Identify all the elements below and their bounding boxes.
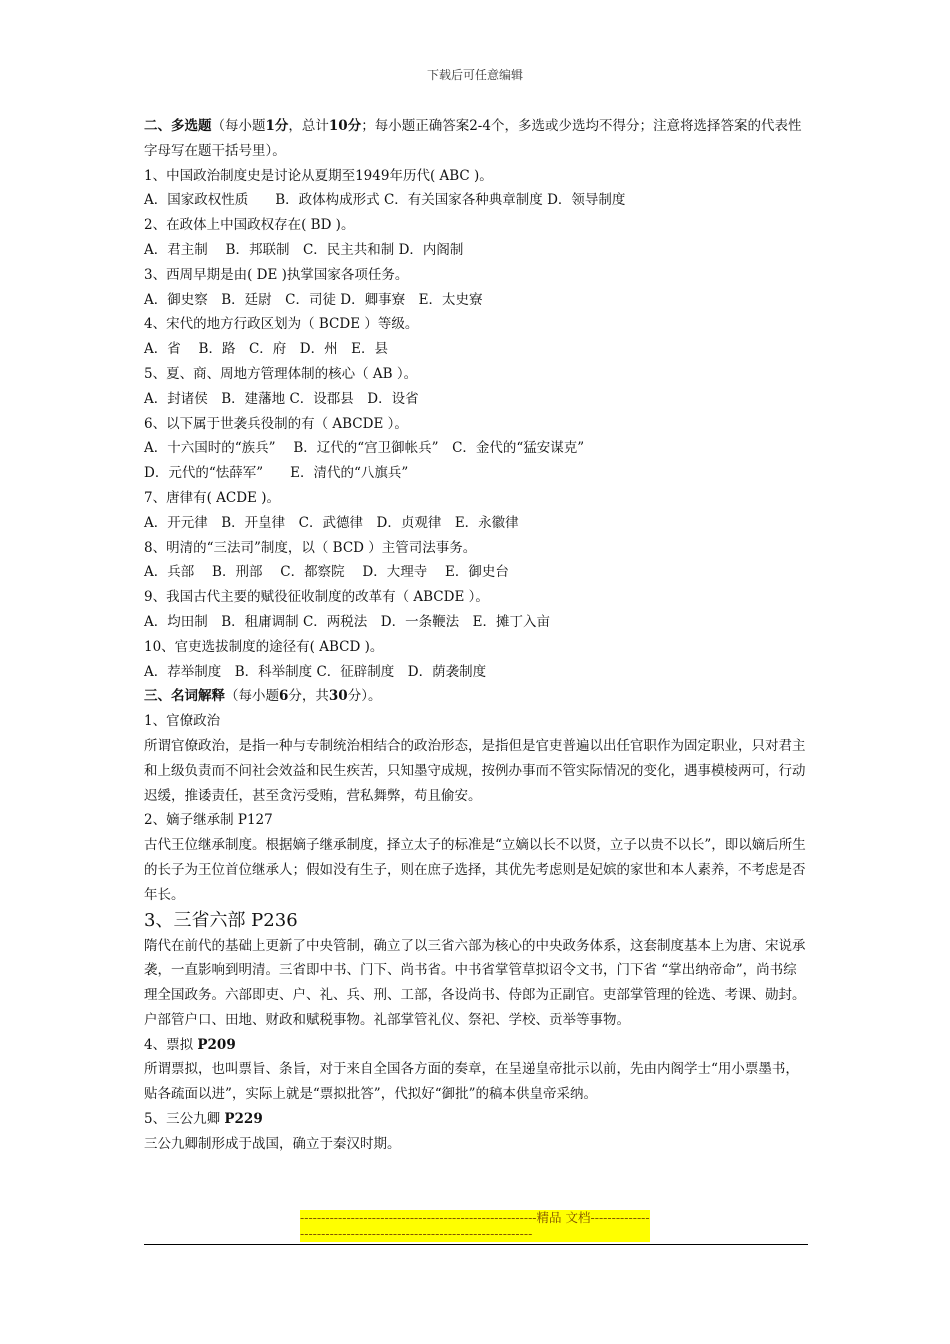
question-6-options: D．元代的“怯薛军” E．清代的“八旗兵” (144, 465, 409, 482)
question-1-options: A．国家政权性质 B．政体构成形式 C．有关国家各种典章制度 D．领导制度 (144, 192, 626, 209)
question-1: 1、中国政治制度史是讨论从夏期至1949年历代( ABC )。 (144, 167, 493, 184)
term-4-title: 4、票拟 (144, 1036, 194, 1053)
question-7-options: A．开元律 B．开皇律 C．武德律 D．贞观律 E．永徽律 (144, 514, 519, 531)
section-3-note-bold: 30 (328, 688, 348, 705)
question-9-options: A．均田制 B．租庸调制 C．两税法 D．一条鞭法 E．摊丁入亩 (144, 613, 550, 630)
term-5-title: 5、三公九卿 (144, 1111, 221, 1128)
term-3-heading: 3、三省六部 P236 (144, 909, 298, 931)
term-5-page-ref: P229 (224, 1111, 263, 1128)
page-header: 下载后可任意编辑 (426, 68, 523, 82)
term-4-body: 所谓票拟，也叫票旨、条旨，对于来自全国各方面的奏章，在呈递皇帝批示以前，先由内阁学士“用小票墨书，贴各疏面以进”，实际上就是“票拟批答”，代拟好“御批”的稿本供皇帝采纳。 (144, 1061, 799, 1103)
question-8: 8、明清的“三法司”制度，以（ BCD ）主管司法事务。 (144, 539, 477, 556)
term-4-page-ref: P209 (197, 1036, 236, 1053)
section-3-note: 分）。 (347, 688, 382, 705)
question-3: 3、西周早期是由( DE )执掌国家各项任务。 (144, 266, 409, 283)
section-3-heading (144, 684, 808, 709)
section-2-heading (144, 114, 808, 164)
section-3-note-bold: 6 (279, 688, 289, 705)
section-2-note: （每小题 (211, 118, 266, 134)
section-2-title: 二、多选题 (144, 118, 212, 134)
question-5-options: A．封诸侯 B．建藩地 C．设郡县 D．设省 (144, 390, 419, 407)
section-3-note: 分，共 (288, 688, 329, 705)
question-9: 9、我国古代主要的赋役征收制度的改革有（ ABCDE ）。 (144, 589, 489, 606)
section-3-note: （每小题 (225, 688, 279, 705)
section-2-note: ；每小题正确答案2-4个，多选或少选均不得分；注意将选择答案的代表性字母写在题干括号里）。 (144, 118, 802, 159)
document-body (144, 114, 808, 1157)
section-3-title: 三、名词解释 (144, 688, 225, 705)
question-6: 6、以下属于世袭兵役制的有（ ABCDE ）。 (144, 415, 408, 432)
term-3-body: 隋代在前代的基础上更新了中央管制，确立了以三省六部为核心的中央政务体系，这套制度基本上为唐、宋说承袭，一直影响到明清。三省即中书、门下、尚书省。中书省掌管草拟诏令文书，门下省 “掌出纳帝命”，尚书综理全国政务。六部即吏、户、礼、兵、刑、工部，各设尚书、侍郎为正副官。吏部掌管理的铨选、考课、勋封。户部管户口、田地、财政和赋税事物。礼部掌管礼仪、祭祀、学校、贡举等事物。 (144, 937, 806, 1028)
question-6-options: A．十六国时的“族兵” B．辽代的“宫卫御帐兵” C．金代的“猛安谋克” (144, 440, 585, 457)
question-7: 7、唐律有( ACDE )。 (144, 489, 280, 506)
footer (0, 1210, 950, 1242)
question-10-options: A．荐举制度 B．科举制度 C．征辟制度 D．荫袭制度 (144, 663, 487, 680)
term-2-body: 古代王位继承制度。根据嫡子继承制度，择立太子的标准是“立嫡以长不以贤，立子以贵不以长”，即以嫡后所生的长子为王位首位继承人；假如没有生子，则在庶子选择，其优先考虑则是妃嫔的家世和本人素养，不考虑是否年长。 (144, 837, 806, 903)
section-2-note-bold: 10分 (328, 118, 362, 134)
term-5-heading (144, 1107, 808, 1132)
footer-highlight-text: --------------------------------------------------------精品 文档--------------------------------------------------------------------- (300, 1210, 650, 1241)
question-2-options: A．君主制 B．邦联制 C．民主共和制 D．内阁制 (144, 241, 464, 258)
question-10: 10、官吏选拔制度的途径有( ABCD )。 (144, 638, 384, 655)
section-2-note-bold: 1分 (265, 118, 289, 134)
footer-divider (144, 1244, 808, 1245)
term-1-heading: 1、官僚政治 (144, 713, 221, 730)
term-5-body: 三公九卿制形成于战国，确立于秦汉时期。 (144, 1135, 401, 1152)
term-2-heading: 2、嫡子继承制 P127 (144, 812, 273, 829)
term-4-heading (144, 1033, 808, 1058)
question-5: 5、夏、商、周地方管理体制的核心（ AB ）。 (144, 365, 418, 382)
question-4: 4、宋代的地方行政区划为（ BCDE ）等级。 (144, 316, 419, 333)
question-8-options: A．兵部 B．刑部 C．都察院 D．大理寺 E．御史台 (144, 564, 509, 581)
question-3-options: A．御史察 B．廷尉 C．司徒 D．卿事寮 E．太史寮 (144, 291, 483, 308)
question-4-options: A．省 B．路 C．府 D．州 E．县 (144, 341, 388, 358)
term-1-body: 所谓官僚政治，是指一种与专制统治相结合的政治形态，是指但是官吏普遍以出任官职作为固定职业，只对君主和上级负责而不问社会效益和民生疾苦，只知墨守成规，按例办事而不管实际情况的变化，遇事模棱两可，行动迟缓，推诿责任，甚至贪污受贿，营私舞弊，苟且偷安。 (144, 737, 806, 804)
question-2: 2、在政体上中国政权存在( BD )。 (144, 217, 355, 234)
section-2-note: ，总计 (288, 118, 329, 134)
